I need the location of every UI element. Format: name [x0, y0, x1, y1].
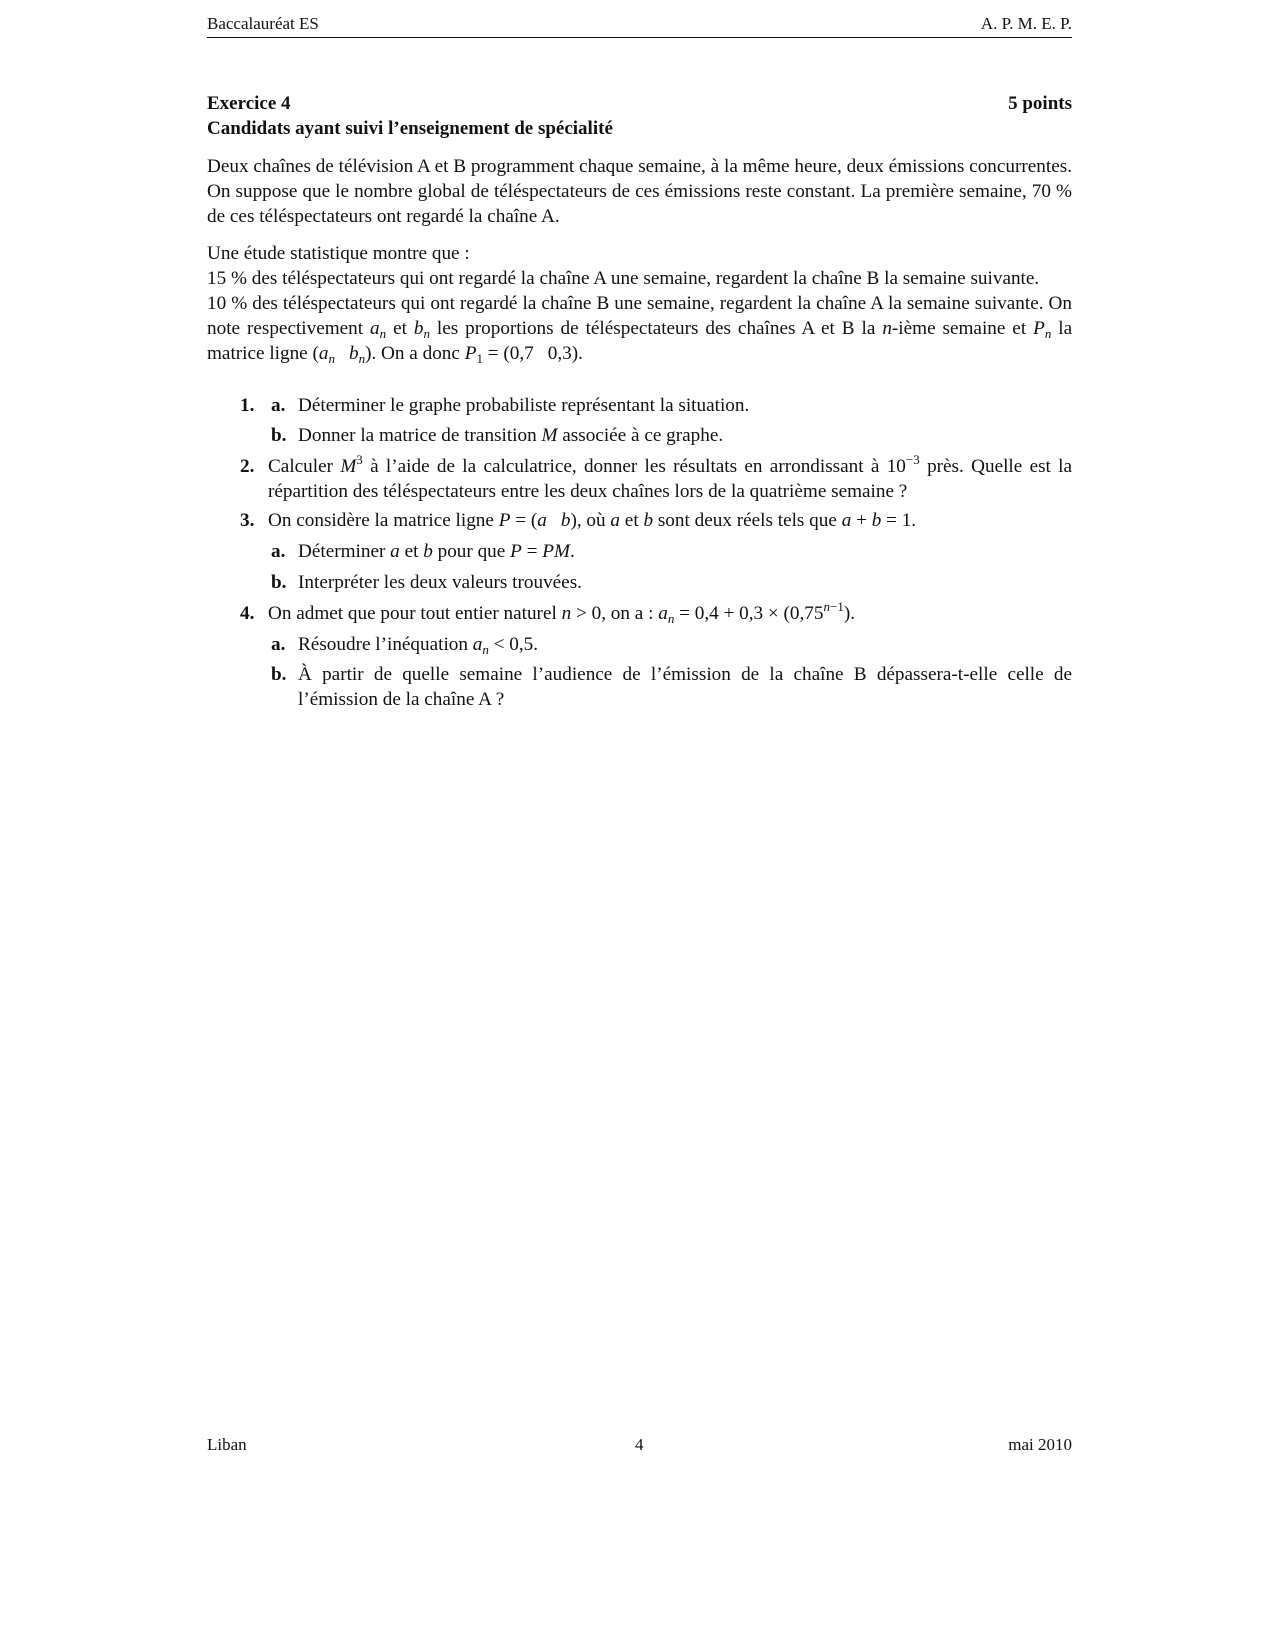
document-page: Baccalauréat ES A. P. M. E. P. Exercice 4 5 points Candidats ayant suivi l’enseignement de spécialité Deux chaînes de télévision A et B programment chaque semaine, à la même heure, deux émissions concurrentes. On suppose que le nombre global de téléspectateurs de ces émissions reste constant. La première semaine, 70 % de ces téléspectateurs ont regardé la chaîne A. Une étude statistique montre que : 15 % des téléspectateurs qui ont regardé la chaîne A une semaine, regardent la chaîne B la semaine suivante. 10 % des téléspectateurs qui ont regardé la chaîne B une semaine, regardent la chaîne A la semaine suivante. On note respectivement $a_n$ et $b_n$ les proportions de téléspectateurs des chaînes A et B la n-ième semaine et $P_n$ la matrice ligne ($a_n$ $b_n$). On a donc $P_1 = (0,7$ 0,3). 1. a. Déterminer le graphe probabiliste représentant la situation. b. Donner la matrice de transition M associée à ce graphe. 2. Calculer $M^3$ à l’aide de la calculatrice, donner les résultats en arrondissant à $10^{-3}$ près. Quelle est la répartition des téléspectateurs entre les deux chaînes lors de la quatrième semaine ? 3. On considère la matrice ligne P = (a b), où a et b sont deux réels tels que a + b = 1. a. Déterminer a et b pour que P = PM. b. Interpréter les deux valeurs trouvées. 4. On admet que pour tout entier naturel n > 0, on a : $a_n = 0,4 + 0,3 \times (0,75^{n-1})$. a. Résoudre l’inéquation $a_n < 0,5$. b. À partir de quelle semaine l’audience de l’émission de la chaîne B dépassera-t-elle celle de l’émission de la chaîne A ? Liban 4 mai 2010 [207, 14, 1073, 1454]
page-number: 4 [635, 1435, 644, 1454]
exercise-title: Exercice 4 [207, 93, 291, 114]
footer-right: mai 2010 [1008, 1435, 1072, 1454]
intro-paragraph-2 [207, 241, 1072, 366]
header-right: A. P. M. E. P. [980, 14, 1072, 33]
intro-line-study: Une étude statistique montre que : [207, 243, 470, 264]
exercise-title-row [207, 91, 1072, 116]
intro-line-15: 15 % des téléspectateurs qui ont regardé la chaîne A une semaine, regardent la chaîne B la semaine suivante. [207, 268, 1040, 289]
page-header [207, 13, 1072, 38]
footer-left: Liban [207, 1435, 247, 1454]
intro-paragraph-1: Deux chaînes de télévision A et B programment chaque semaine, à la même heure, deux émissions concurrentes. On suppose que le nombre global de téléspectateurs de ces émissions reste constant. La première semaine, 70 % de ces téléspectateurs ont regardé la chaîne A. [207, 156, 1072, 227]
exercise-subtitle: Candidats ayant suivi l’enseignement de spécialité [207, 118, 613, 139]
header-left: Baccalauréat ES [207, 14, 319, 33]
exercise-points: 5 points [1008, 93, 1072, 114]
intro-line-10: 10 % des téléspectateurs qui ont regardé la chaîne B une semaine, regardent la chaîne A la semaine suivante. On note respectivement $a_n$ et $b_n$ les proportions de téléspectateurs des chaînes A et B la n-ième semaine et $P_n$ la matrice ligne ($a_n$ $b_n$). On a donc $P_1 = (0,7$ 0,3). [207, 293, 1073, 366]
